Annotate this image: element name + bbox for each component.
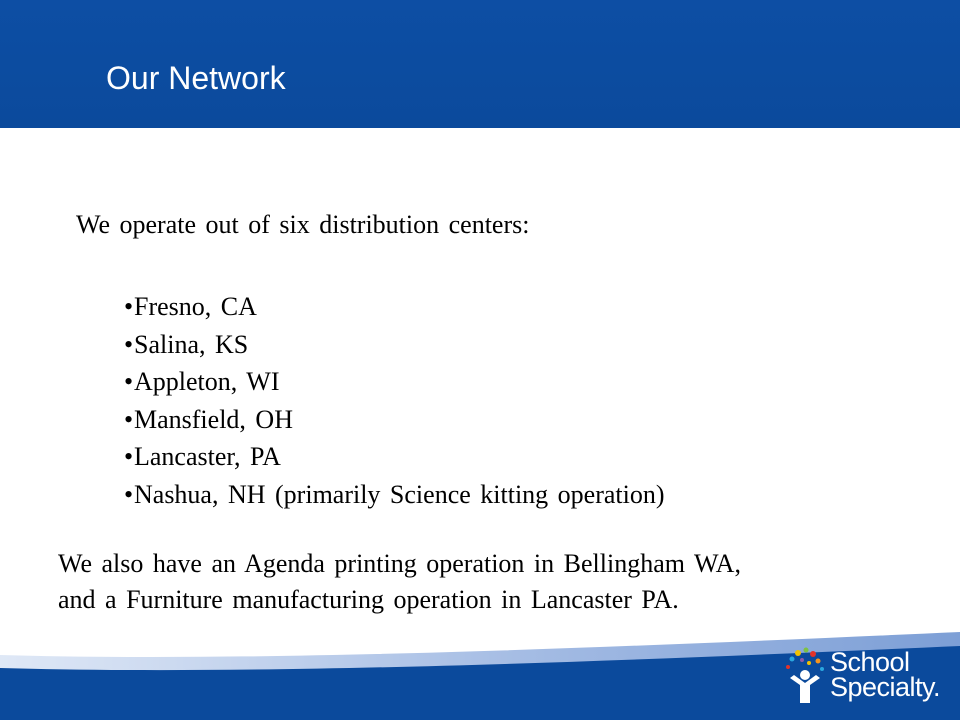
center-name: Mansfield, OH xyxy=(134,404,293,434)
center-name: Fresno, CA xyxy=(134,292,257,321)
bullet: • xyxy=(124,479,134,509)
bullet: • xyxy=(124,329,134,359)
text-line: and a Furniture manufacturing operation in Lancaster PA. xyxy=(58,585,679,614)
bullet: • xyxy=(124,442,134,471)
center-name: Appleton, WI xyxy=(134,367,280,396)
center-name: Salina, KS xyxy=(134,329,249,359)
intro-text: We operate out of six distribution centers: xyxy=(76,210,530,239)
school-specialty-logo-icon xyxy=(780,645,830,705)
center-name: Lancaster, PA xyxy=(134,442,281,471)
bullet: • xyxy=(124,367,134,396)
bullet: • xyxy=(124,404,134,434)
logo-line: Specialty. xyxy=(830,672,941,702)
school-specialty-logo-text xyxy=(830,647,941,702)
slide-title: Our Network xyxy=(106,60,286,96)
text-line: We also have an Agenda printing operation in Bellingham WA, xyxy=(58,549,741,578)
logo-line: School xyxy=(830,647,910,677)
center-name: Nashua, NH (primarily Science kitting operation) xyxy=(134,479,665,509)
bullet: • xyxy=(124,292,134,321)
